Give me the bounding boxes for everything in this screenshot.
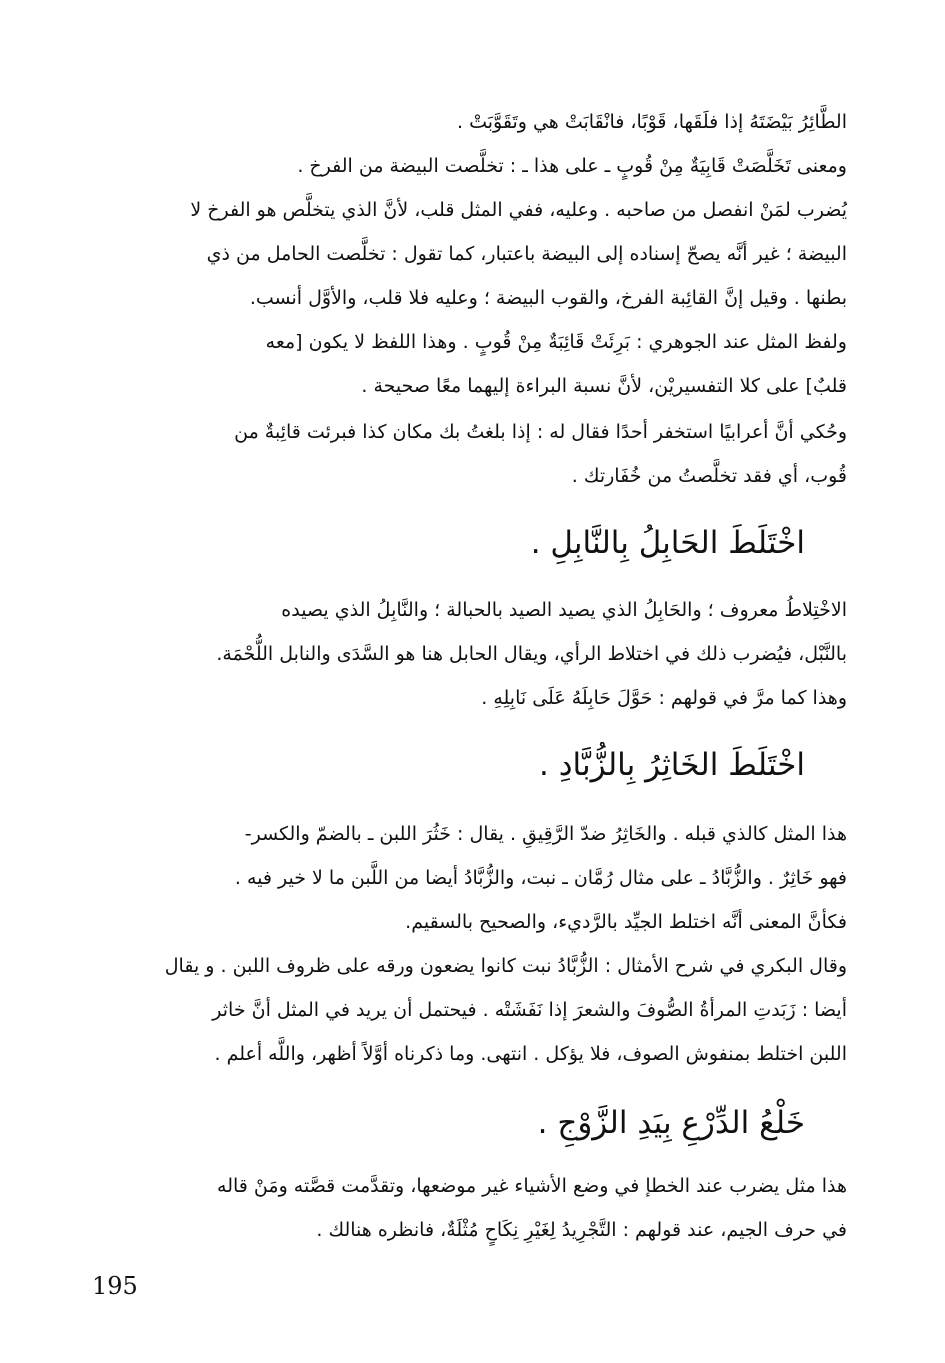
text-line: هذا المثل كالذي قبله . والخَاثِرُ ضدّ الرَّقِيقِ . يقال : خَثُرَ اللبن ـ بالضمّ والكسر-	[244, 823, 847, 845]
page-number: 195	[92, 1272, 138, 1300]
paragraph	[77, 100, 847, 144]
text-line: بطنها . وقيل إنَّ القائِبة الفرخ، والقوب البيضة ؛ وعليه فلا قلب، والأوَّل أنسب.	[249, 287, 847, 309]
proverb-heading: اخْتَلَطَ الخَاثِرُ بِالزُّبَّادِ .	[539, 747, 805, 783]
paragraph	[77, 410, 847, 498]
text-line: فهو خَاثِرٌ . والزُّبَّادُ ـ على مثال رُمَّان ـ نبت، والزُّبَّادُ أيضا من اللَّبن ما لا خير فيه .	[234, 867, 847, 889]
text-line: الطَّائِرُ بَيْضَتَهُ إذا فلَقَها، قَوْبًا، فانْقَابَتْ هي وتَقَوَّبَتْ .	[457, 111, 847, 133]
paragraph	[77, 144, 847, 320]
text-line: وقال البكري في شرح الأمثال : الزُّبَّادُ نبت كانوا يضعون ورقه على ظروف اللبن . و يقال	[164, 955, 847, 977]
text-line: فكأنَّ المعنى أنَّه اختلط الجيِّد بالرَّديء، والصحيح بالسقيم.	[405, 911, 847, 933]
proverb-heading: خَلْعُ الدِّرْعِ بِيَدِ الزَّوْجِ .	[537, 1105, 805, 1141]
proverb-heading: اخْتَلَطَ الحَابِلُ بِالنَّابِلِ .	[530, 525, 805, 561]
text-line: يُضرب لمَنْ انفصل من صاحبه . وعليه، ففي المثل قلب، لأنَّ الذي يتخلَّص هو الفرخ لا	[190, 199, 847, 221]
text-line: ومعنى تَخَلَّصَتْ قَابِيَةٌ مِنْ قُوبٍ ـ على هذا ـ : تخلَّصت البيضة من الفرخ .	[297, 155, 847, 177]
text-line: ولفظ المثل عند الجوهري : بَرِئَتْ قَائِبَةٌ مِنْ قُوبٍ . وهذا اللفظ لا يكون [معه	[265, 331, 847, 353]
text-line: بالنَّبْل، فيُضرب ذلك في اختلاط الرأي، ويقال الحابل هنا هو السَّدَى والنابل اللُّحْمَة.	[216, 643, 847, 665]
paragraph	[77, 588, 847, 720]
paragraph	[77, 944, 847, 1076]
text-line: البيضة ؛ غير أنَّه يصحّ إسناده إلى البيضة باعتبار، كما تقول : تخلَّصت الحامل من ذي	[206, 243, 847, 265]
text-line: اللبن اختلط بمنفوش الصوف، فلا يؤكل . انتهى. وما ذكرناه أوَّلاً أظهر، واللَّه أعلم .	[214, 1043, 847, 1065]
text-line: قُوب، أي فقد تخلَّصتُ من خُفَارتك .	[571, 465, 847, 487]
text-line: وحُكي أنَّ أعرابيًا استخفر أحدًا فقال له : إذا بلغتُ بك مكان كذا فبرئت قائِبةٌ من	[234, 421, 847, 443]
paragraph	[77, 812, 847, 944]
paragraph	[77, 320, 847, 408]
text-line: أيضا : زَبَدتِ المرأةُ الصُّوفَ والشعرَ إذا نَفَشَتْه . فيحتمل أن يريد في المثل أنَّ خاثر	[212, 999, 847, 1021]
text-line: هذا مثل يضرب عند الخطإ في وضع الأشياء غير موضعها، وتقدَّمت قصَّته ومَنْ قاله	[217, 1175, 847, 1197]
text-line: قلبٌ] على كلا التفسيريْن، لأنَّ نسبة البراءة إليهما معًا صحيحة .	[361, 375, 847, 397]
text-line: في حرف الجيم، عند قولهم : التَّجْرِيدُ لِغَيْرِ نِكَاحٍ مُثْلَةٌ، فانظره هنالك .	[316, 1219, 847, 1241]
text-line: الاخْتِلاطُ معروف ؛ والحَابِلُ الذي يصيد الصيد بالحبالة ؛ والنَّابِلُ الذي يصيده	[281, 599, 847, 621]
text-line: وهذا كما مرَّ في قولهم : حَوَّلَ حَابِلَهُ عَلَى نَابِلِهِ .	[481, 687, 847, 709]
paragraph	[77, 1164, 847, 1252]
